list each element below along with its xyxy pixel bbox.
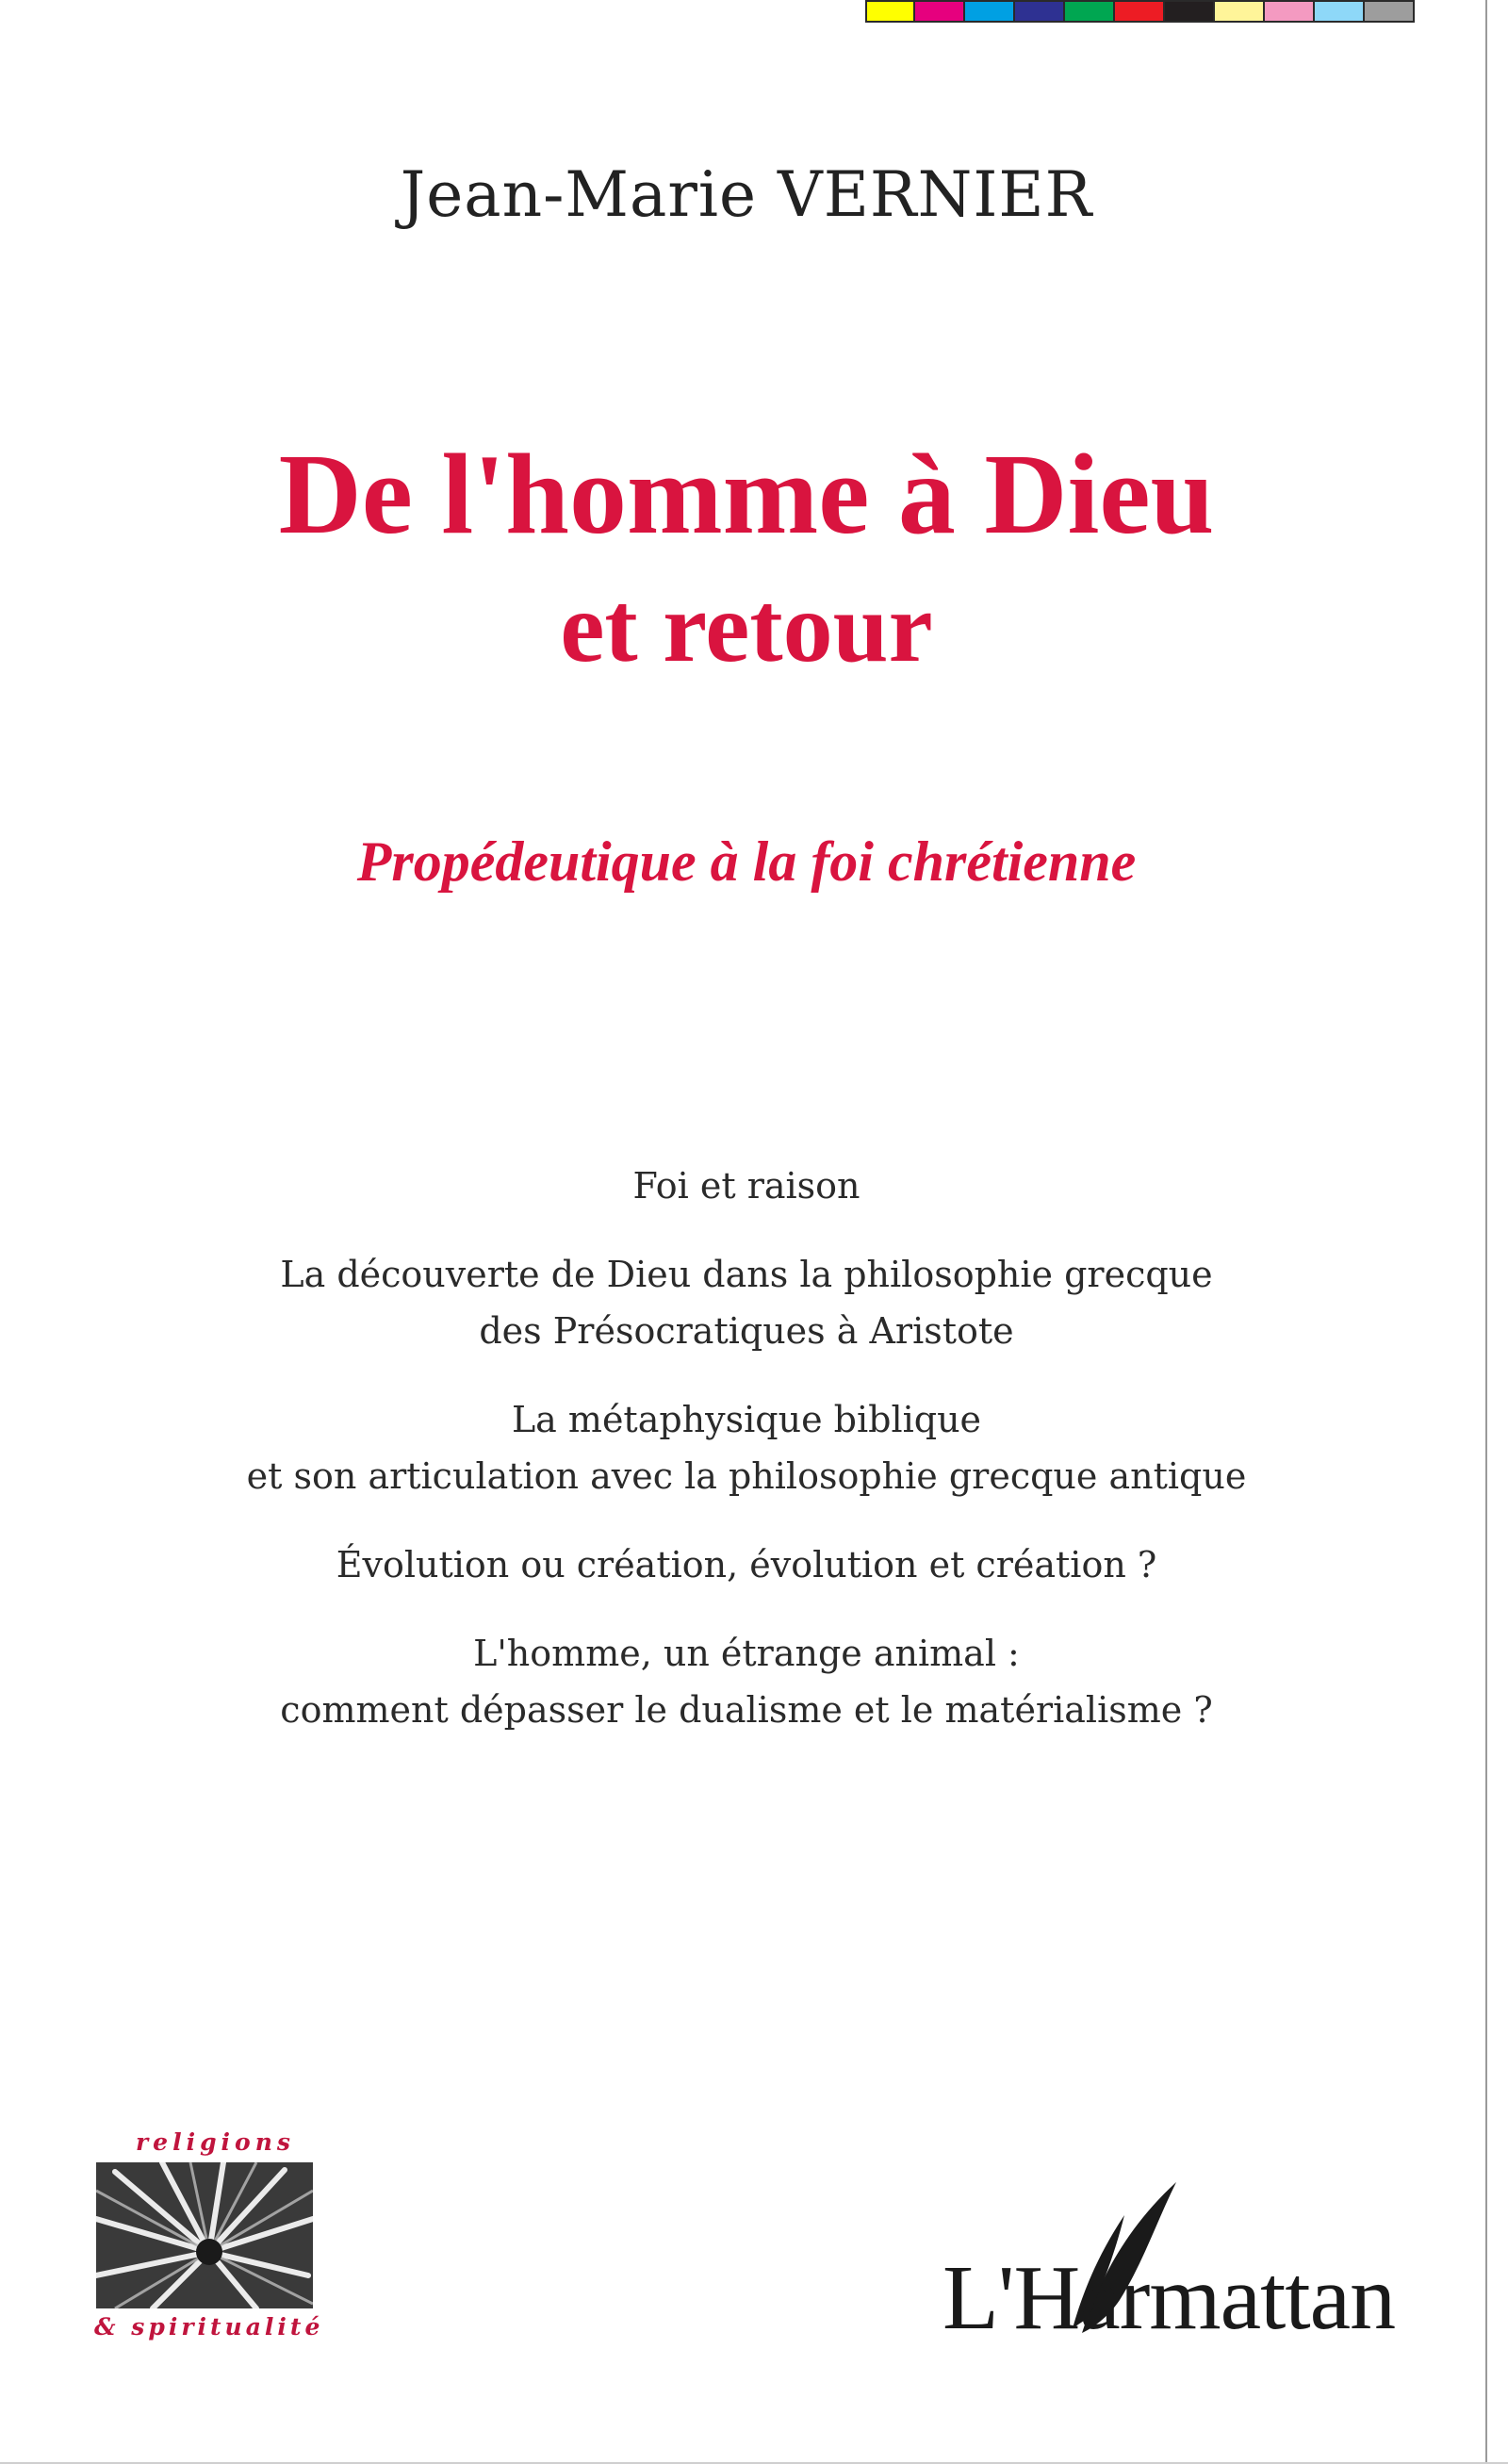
- topics-list: [0, 1158, 1500, 1770]
- publisher-name: L'Harmattan: [942, 2247, 1396, 2349]
- collection-name-top: religions: [136, 2128, 295, 2156]
- collection-name-bottom: & spiritualité: [94, 2313, 324, 2341]
- publisher-logo: [942, 2168, 1396, 2357]
- color-swatch: [1115, 0, 1165, 23]
- author-name: Jean-Marie VERNIER: [400, 158, 1093, 231]
- title-line-2: et retour: [560, 572, 933, 682]
- color-swatch: [915, 0, 965, 23]
- topic-line: La découverte de Dieu dans la philosophie grecque: [280, 1254, 1213, 1295]
- color-swatch: [1315, 0, 1365, 23]
- color-swatch: [1365, 0, 1415, 23]
- color-swatch: [1215, 0, 1265, 23]
- topic-line: comment dépasser le dualisme et le matérialisme ?: [280, 1689, 1213, 1731]
- color-swatch: [1065, 0, 1115, 23]
- color-swatch: [965, 0, 1015, 23]
- color-swatch: [1015, 0, 1065, 23]
- topic-item: [0, 1391, 1500, 1504]
- topic-item: [0, 1536, 1500, 1593]
- title-line-1: De l'homme à Dieu: [278, 431, 1215, 558]
- topic-line: des Présocratiques à Aristote: [479, 1310, 1014, 1352]
- topic-line: et son articulation avec la philosophie grecque antique: [246, 1455, 1247, 1497]
- print-color-bar: [865, 0, 1415, 23]
- collection-emblem-icon: [96, 2162, 313, 2308]
- color-swatch: [1265, 0, 1315, 23]
- topic-item: [0, 1246, 1500, 1359]
- collection-logo: [90, 2128, 326, 2340]
- color-swatch: [1165, 0, 1215, 23]
- topic-item: [0, 1158, 1500, 1214]
- topic-line: Foi et raison: [632, 1165, 861, 1207]
- topic-item: [0, 1625, 1500, 1738]
- topic-line: L'homme, un étrange animal :: [473, 1633, 1020, 1674]
- topic-line: La métaphysique biblique: [511, 1399, 982, 1440]
- color-swatch: [865, 0, 915, 23]
- subtitle: Propédeutique à la foi chrétienne: [356, 830, 1137, 893]
- topic-line: Évolution ou création, évolution et création ?: [336, 1544, 1157, 1585]
